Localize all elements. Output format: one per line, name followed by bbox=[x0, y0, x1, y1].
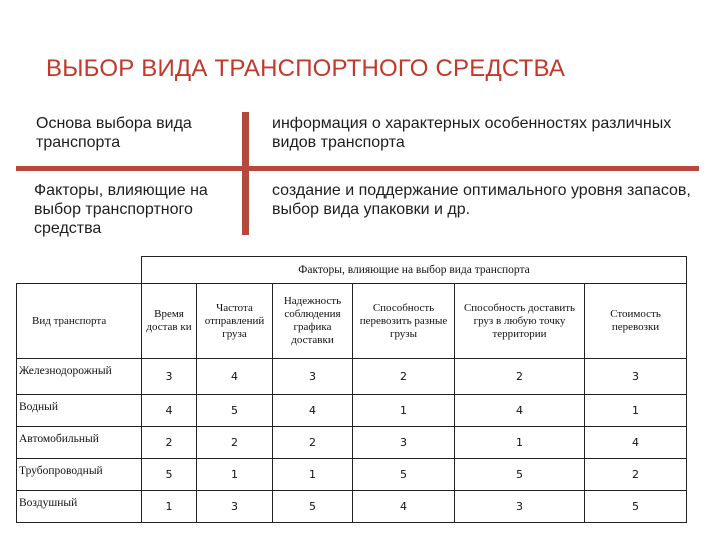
table-cell: 2 bbox=[455, 359, 585, 395]
table-cell: 5 bbox=[455, 459, 585, 491]
factors-table bbox=[16, 256, 687, 523]
table-cell: 5 bbox=[353, 459, 455, 491]
table-cell: 2 bbox=[142, 427, 197, 459]
table-cell: 2 bbox=[273, 427, 353, 459]
row-name: Железнодорожный bbox=[17, 359, 142, 395]
column-header-cargo-variety: Способность перевозить разные грузы bbox=[353, 284, 455, 359]
table-cell: 1 bbox=[197, 459, 273, 491]
table-cell: 2 bbox=[197, 427, 273, 459]
table-row-header: Вид транспорта bbox=[17, 284, 142, 359]
table-cell: 3 bbox=[353, 427, 455, 459]
table-cell: 1 bbox=[455, 427, 585, 459]
summary-factors-value: создание и поддержание оптимального уровня запасов, выбор вида упаковки и др. bbox=[272, 182, 691, 218]
row-name: Воздушный bbox=[17, 491, 142, 523]
column-header-cost: Стоимость перевозки bbox=[585, 284, 687, 359]
table-cell: 3 bbox=[585, 359, 687, 395]
summary-basis-label: Основа выбора вида транспорта bbox=[36, 115, 192, 151]
table-row bbox=[17, 427, 687, 459]
table-cell: 5 bbox=[197, 395, 273, 427]
row-name: Автомобильный bbox=[17, 427, 142, 459]
summary-basis-value: информация о характерных особенностях различных видов транспорта bbox=[272, 115, 672, 151]
table-cell: 1 bbox=[273, 459, 353, 491]
table-cell: 3 bbox=[273, 359, 353, 395]
table-cell: 2 bbox=[353, 359, 455, 395]
column-header-delivery-time: Время достав ки bbox=[142, 284, 197, 359]
row-name: Трубопроводный bbox=[17, 459, 142, 491]
table-cell: 1 bbox=[585, 395, 687, 427]
table-group-header: Факторы, влияющие на выбор вида транспорта bbox=[142, 257, 687, 284]
table-cell: 4 bbox=[273, 395, 353, 427]
table-cell: 4 bbox=[197, 359, 273, 395]
row-name: Водный bbox=[17, 395, 142, 427]
table-row bbox=[17, 459, 687, 491]
table-cell: 2 bbox=[585, 459, 687, 491]
table-cell: 1 bbox=[353, 395, 455, 427]
table-cell: 4 bbox=[353, 491, 455, 523]
column-header-reliability: Надежность соблюдения графика доставки bbox=[273, 284, 353, 359]
table-cell: 3 bbox=[197, 491, 273, 523]
divider-vertical bbox=[242, 112, 249, 235]
table-row bbox=[17, 491, 687, 523]
table-row bbox=[17, 359, 687, 395]
divider-horizontal bbox=[16, 166, 699, 171]
table-cell: 4 bbox=[455, 395, 585, 427]
column-header-reach: Способность доставить груз в любую точку территории bbox=[455, 284, 585, 359]
table-cell: 3 bbox=[142, 359, 197, 395]
table-row bbox=[17, 395, 687, 427]
column-header-frequency: Частота отправлений груза bbox=[197, 284, 273, 359]
table-cell: 1 bbox=[142, 491, 197, 523]
page-title: ВЫБОР ВИДА ТРАНСПОРТНОГО СРЕДСТВА bbox=[46, 55, 566, 82]
table-cell: 4 bbox=[585, 427, 687, 459]
table-cell: 5 bbox=[142, 459, 197, 491]
table-cell: 5 bbox=[585, 491, 687, 523]
table-cell: 4 bbox=[142, 395, 197, 427]
table-cell: 3 bbox=[455, 491, 585, 523]
table-corner-empty bbox=[17, 257, 142, 284]
table-cell: 5 bbox=[273, 491, 353, 523]
summary-factors-label: Факторы, влияющие на выбор транспортного средства bbox=[34, 182, 208, 237]
